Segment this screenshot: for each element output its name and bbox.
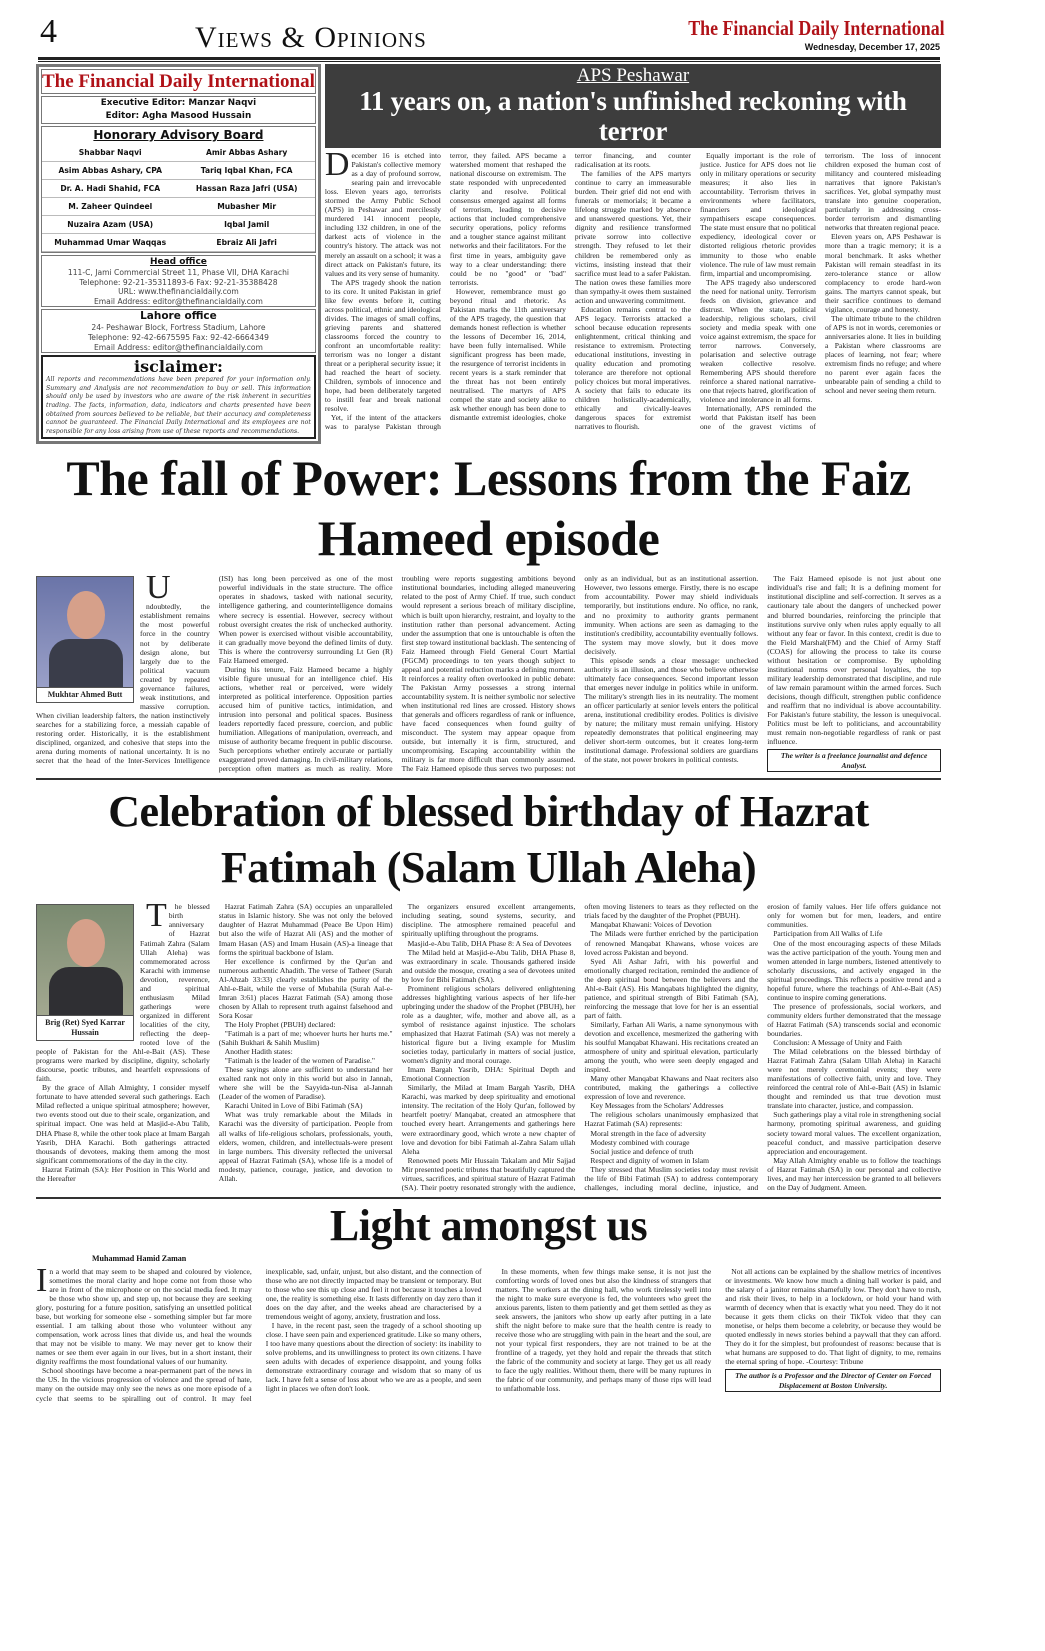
paragraph: Prominent religious scholars delivered enlightening addresses highlighting various aspects of her life-her upbringing under the shadow of the Prophet (PBUH), her role as a daughter, wife, mother and above all, as a symbol of resistance against injustice. The scholars emphasized that Hazrat Fatimah (SA) was not merely a historical figure but a living example for Muslim societies today, particularly in matters of social justice, women's dignity and moral courage. [401, 983, 576, 1066]
paragraph: Masjid-e-Abu Talib, DHA Phase 8: A Sea of Devotees [407, 938, 572, 948]
advisor-name: Muhammad Umar Waqqas [42, 234, 178, 252]
paragraph: However, remembrance must go beyond ritual and rhetoric. As Pakistan marks the 11th anniversary of the APS tragedy, the question that demands honest reflection is whether the lessons of December 16, 2014, have been fully internalised. While significant progress has been made, the resurgence of terrorist incidents in recent years is a stark reminder that the threat has not been entirely neutralised. The martyrs of APS compel the state and society alike to ask whether enough has been done to dismantle extremist ideologies, choke terror financing, and counter radicalisation at its roots. [449, 151, 691, 423]
advisors-list [42, 144, 315, 252]
masthead: The Financial Daily International [688, 16, 945, 40]
paragraph: December 16 is etched into Pakistan's collective memory as a day of profound sorrow, searing pain and irrevocable loss. Eleven years ago, terrorists stormed the Army Public School (APS) in Peshawar and mercilessly murdered 141 innocent people, including 132 children, in one of the darkest acts of violence in the country's history. The attack was not merely an assault on a school; it was a direct attack on Pakistan's future, its values and its very sense of humanity. [324, 146, 441, 278]
author-photo [36, 904, 134, 1041]
aps-article [325, 64, 941, 444]
address-line: URL: www.thefinancialdaily.com [118, 287, 239, 297]
paragraph: Education remains central to the APS legacy. Terrorists attacked a school because education represents enlightenment, critical thinking and resistance to extremism. Protecting educational institutions, investing in quality education and promoting tolerance are therefore not optional policy choices but moral imperatives. A society that fails to educate its children holistically-academically, ethically and civically-leaves dangerous spaces for extremist narratives to flourish. [574, 304, 691, 432]
paragraph: During his tenure, Faiz Hameed became a highly visible figure unusual for an intelligence chief. His actions, whether real or perceived, were widely interpreted as political interference. Opposition parties accused him of punitive tactics, intimidation, and intrusion into personal and political spaces. Business leaders reportedly faced pressure, coercion, and public humiliation. Allegations of manipulation, overreach, and misuse of authority became frequent in public discourse. Such perceptions whether entirely accurate or partially exaggerated proved damaging. In civil-military relations, perception often matters as much as reality. More troubling were reports suggesting ambitions beyond institutional boundaries, including alleged maneuvering related to the post of Army Chief. If true, such conduct would represent a serious breach of military discipline, which is built upon hierarchy, restraint, and loyalty to the institution rather than personal advancement. Acting under the assumption that one is untouchable is often the first step toward institutional backlash. The sentencing of Faiz Hameed through Field General Court Martial (FGCM) proceedings to ten years though subject to appeal and potential reduction marks a defining moment. It reinforces a reality often overlooked in public debate: The Pakistan Army possesses a strong internal accountability system. It is neither symbolic nor selective when institutional red lines are crossed. History shows that generals and officers regardless of rank or influence, have faced consequences when found guilty of misconduct. The system may appear opaque from outside, but internally it is firm, structured, and uncompromising. Escaping accountability within the military is far more difficult than commonly assumed. The Faiz Hameed episode thus serves two purposes: not only as an individual, but as an institutional assertion. However, two lessons emerge. Firstly, there is no escape from accountability. Power may shield individuals temporarily, but institutions endure. No office, no rank, and no proximity to authority grants permanent immunity. When actions are seen as damaging to the institution's credibility, accountability eventually follows. The system may move slowly, but it does move decisively. [218, 574, 759, 774]
sidebar-title: The Financial Daily International [42, 71, 315, 92]
paragraph: The Milads were further enriched by the participation of renowned Manqabat Khawans, whose voices are loved across Pakistan and beyond. [584, 929, 759, 957]
paragraph: Participation from All Walks of Life [773, 929, 883, 939]
author-caption: Mukhtar Ahmed Butt [37, 687, 133, 702]
paragraph: The APS tragedy shook the nation to its core. It united Pakistan in grief like few events before it, cutting across political, ethnic and ideological divides. The images of small coffins, grieving parents and shattered classrooms forced the country to confront an uncomfortable reality: terrorism was no longer a distant threat or a peripheral security issue; it had reached the heart of society. Children, symbols of innocence and hope, had been deliberately targeted to instill fear and break national resolve. [324, 277, 441, 414]
paragraph: Internationally, APS reminded the world that Pakistan itself has been one of the gravest victims of terrorism. The loss of innocent children exposed the human cost of militancy and countered misleading narratives that ignore Pakistan's sacrifices. Yet, global sympathy must translate into genuine cooperation, particularly in addressing cross-border terrorism and dismantling networks that threaten regional peace. [699, 151, 941, 432]
editors-box [41, 96, 316, 124]
paragraph: The Milad held at Masjid-e-Abu Talib, DHA Phase 8, was extraordinary in scale. Thousands gathered inside and outside the mosque, creating a sea of devotees united by love for Bibi Fatimah (SA). [401, 947, 576, 984]
paragraph: Undoubtedly, the establishment remains the most powerful force in the country not by deliberate design alone, but largely due to the political vacuum created by repeated governance failures, weak institutions, and massive corruption. When civilian leadership falters, the nation instinctively searches for a stabilizing force, a messiah capable of restoring order. Historically, it is the establishment disciplined, organized, and cohesive that steps into the arena during moments of national uncertainty. It is no secret that the head of the Inter-Services Intelligence (ISI) has long been perceived as one of the most powerful individuals in the state structure. The office operates in shadows, tasked with national security, intelligence gathering, and counterintelligence domains where secrecy is essential. However, secrecy without robust oversight creates the risk of unchecked authority. When power is exercised without visible accountability, it can gradually move beyond the defined limits of duty. This is where the controversy surrounding Lt Gen (R) Faiz Hameed emerged. [36, 569, 393, 766]
page-content [36, 64, 941, 1409]
paragraph: Yet, if the intent of the attackers was to paralyse Pakistan through terror, they failed. APS became a watershed moment that reshaped the national discourse on extremism. The state responded with unprecedented clarity and resolve. Political consensus emerged against all forms of terrorism, leading to decisive actions that included comprehensive security operations, policy reforms and a tougher stance against militant networks and their facilitators. For the first time in years, ambiguity gave way to a clear understanding: there could be no "good" or "bad" terrorists. [324, 151, 566, 432]
lahore-office-address [42, 323, 315, 352]
paragraph: What was truly remarkable about the Milads in Karachi was the diversity of participation. People from all walks of life-religious scholars, professionals, youth, elders, women, children, and intellectuals-were present in large numbers. This diversity reflected the universal appeal of Hazrat Fatimah (SA), whose life is a model of modesty, patience, courage, justice, and devotion to Allah. [218, 1110, 393, 1183]
advisor-name: Shabbar Naqvi [42, 144, 178, 162]
paragraph: Eleven years on, APS Peshawar is more than a tragic memory; it is a moral benchmark. It asks whether Pakistan will remain steadfast in its zero-tolerance stance or allow complacency to erode hard-won gains. The martyrs cannot speak, but their sacrifice continues to demand vigilance, courage and honesty. [824, 232, 941, 314]
paragraph: Hazrat Fatimah Zahra (SA) occupies an unparalleled status in Islamic history. She was not only the beloved daughter of Hazrat Muhammad (Peace Be Upon Him) but also the wife of Hazrat Ali (AS) and the mother of Imam Hasan (AS) and Imam Husain (AS)-a lineage that forms the spiritual backbone of Islam. [218, 902, 393, 957]
head-office-address [42, 268, 315, 306]
paragraph: Not all actions can be explained by the shallow metrics of incentives or investments. We know how much a dining hall worker is paid, and the salary of a janitor remains shamefully low. They don't have to rush, and risk their lives, to help in a lockdown, or hold your hand with warmth of decency when that is exactly what you need. They do it not because it gets them clicks on their TikTok video that they can monetise, or helps them become a celebrity, or because they would be quoted endlessly in news stories behind a paywall that they can afford. They do it for the simplest, but profoundest of reasons: because that is what humans are supposed to do. That light of dignity, to me, remains the eternal spring of hope. -Courtesy: Tribune [725, 1266, 941, 1367]
paragraph: The blessed birth anniversary of Hazrat Fatimah Zahra (Salam Ullah Aleha) was commemorated across Karachi with immense devotion, reverence, and spiritual enthusiasm Milad gatherings were organized in different localities of the city, reflecting the deep-rooted love of the people of Pakistan for the Ahl-e-Bait (AS). These programs were marked by discipline, dignity, scholarly discourse, poetic tributes, and heartfelt expressions of faith. [36, 897, 210, 1084]
light-article-body [36, 1261, 941, 1409]
editor: Editor: Agha Masood Hussain [105, 111, 252, 121]
celebration-headline: Celebration of blessed birthday of Hazrat Fatimah (Salam Ullah Aleha) [108, 787, 869, 893]
paragraph: School shootings have become a near-permanent part of the news in the US. In the vicious progression of violence and the spread of hate, many on the outside may only see the news as one more episode of a cycle that seems to be spiralling out of control. It may feel inexplicable, sad, unfair, unjust, but also distant, and the connection of those who are not directly impacted may be transient or temporary. But to those who see this up close and feel it not because it touches a loved one, the reality is something else. It lasts differently on day zero than it does on the day after, and the weeks ahead are characterised by a tremendous weight of agony, anxiety, frustration and loss. [36, 1266, 482, 1403]
paragraph: Such gatherings play a vital role in strengthening social harmony, promoting spiritual awareness, and guiding society toward moral values. The excellent organization, peaceful conduct, and massive participation deserve appreciation and encouragement. [767, 1110, 941, 1156]
paragraph: By the grace of Allah Almighty, I consider myself fortunate to have attended several such gatherings. Each Milad reflected a unique spiritual atmosphere; however, two events stood out due to their scale, organization, and spiritual impact. One was held at Masjid-e-Abu Talib, DHA Phase 8, while the other took place at Imam Bargah Yasrib, DHA Karachi. Both gatherings attracted thousands of devotees, making them among the most significant commemorations of the day in the city. [36, 1083, 210, 1165]
address-line: Email Address: editor@thefinancialdaily.com [93, 296, 263, 306]
celebration-article-body [36, 897, 941, 1192]
address-line: Email Address: editor@thefinancialdaily.com [93, 342, 263, 352]
paragraph: The ultimate tribute to the children of APS is not in words, ceremonies or anniversaries alone. It lies in building a Pakistan where classrooms are places of learning, not fear; where extremism finds no refuge; and where no parent ever again faces the unbearable pain of sending a child to school and never seeing them return. [824, 313, 941, 396]
advisor-name: Amir Abbas Ashary [178, 144, 314, 162]
paragraph: Respect and dignity of women in Islam [590, 1155, 710, 1165]
author-caption: Brig (Ret) Syed Karrar Hussain [37, 1015, 133, 1040]
paragraph: The Milad celebrations on the blessed birthday of Hazrat Fatimah Zahra (Salam Ullah Aleha) in Karachi were not merely ceremonial events; they were manifestations of collective faith, unity and love. They reinforced the central role of Ahl-e-Bait (AS) in Islamic thought and reminded us that true devotion must translate into character, justice, and compassion. [767, 1047, 941, 1111]
aps-kicker: APS Peshawar [576, 65, 690, 86]
light-headline: Light amongst us [329, 1200, 648, 1250]
paragraph: This episode sends a clear message: unchecked authority is an illusion, and those who believe otherwise ultimately face consequences. Second important lesson that emerges never indulge in politics while in uniform. The military's strength lies in its neutrality. The moment an officer particularly at senior levels enters the political arena, institutional credibility erodes. Politics is divisive by nature; the military must remain unifying. History repeatedly demonstrates that political engineering may deliver short-term outcomes, but it creates long-term institutional damage. Professional soldiers are guardians of the state, not power brokers in political contests. [584, 655, 759, 765]
light-author: Muhammad Hamid Zaman [92, 1253, 187, 1263]
author-photo [36, 576, 134, 703]
head-office [41, 255, 316, 307]
paragraph: Moral strength in the face of adversity [590, 1128, 707, 1138]
paragraph: "Fatimah is the leader of the women of Paradise." [224, 1056, 375, 1066]
paragraph: The Holy Prophet (PBUH) declared: [224, 1019, 336, 1029]
paragraph: Her excellence is confirmed by the Qur'an and numerous authentic Ahadith. The verse of Tatheer (Surah Al-Ahzab 33:33) clearly establishes the purity of the Ahl-e-Bait, while the verse of Mubahila (Surah Aal-e-Imran 3:61) places Hazrat Fatimah (SA) among those chosen by Allah to represent truth against falsehood and Sora Kosar [218, 956, 393, 1020]
paragraph: The organizers ensured excellent arrangements, including seating, sound systems, security, and discipline. The atmosphere remained peaceful and spiritually uplifting throughout the programs. [401, 902, 576, 939]
paragraph: Another Hadith states: [224, 1047, 293, 1057]
paragraph: May Allah Almighty enable us to follow the teachings of Hazrat Fatimah (SA) in our personal and collective lives, and may her intercession be granted to all believers on the Day of Judgment. Ameen. [767, 1155, 941, 1192]
paragraph: Key Messages from the Scholars' Addresses [590, 1101, 724, 1111]
section-title: Views & Opinions [195, 21, 427, 54]
paragraph: The presence of professionals, social workers, and community elders further demonstrated that the message of Hazrat Fatimah (SA) transcends social and economic boundaries. [767, 1001, 941, 1038]
disclaimer [41, 355, 316, 439]
paragraph: Similarly, Farhan Ali Waris, a name synonymous with devotion and excellence, mesmerized the gathering with his soulful Manqabat Khawani. His recitations created an atmosphere of unity and spiritual elevation, particularly among the youth, who were seen deeply engaged and inspired. [584, 1019, 759, 1075]
issue-date: Wednesday, December 17, 2025 [804, 42, 940, 52]
executive-editor: Executive Editor: Manzar Naqvi [100, 98, 257, 108]
paragraph: The families of the APS martyrs continue to carry an immeasurable burden. Their grief did not end with funerals or memorials; it became a lifelong struggle marked by absence and unanswered questions. Yet, their dignity and resilience transformed private sorrow into collective strength. They refused to let their children be remembered only as victims, insisting instead that their sacrifice must lead to a safer Pakistan. The nation owes these families more than sympathy-it owes them sustained action and unwavering commitment. [574, 169, 691, 305]
lahore-office [41, 309, 316, 353]
author-note: The author is a Professor and the Director of Center on Forced Displacement at Boston University. [725, 1369, 941, 1392]
paragraph: Karachi United in Love of Bibi Fatimah (SA) [224, 1101, 363, 1111]
paragraph: Social justice and defence of truth [590, 1146, 694, 1156]
paragraph: Imam Bargah Yasrib, DHA: Spiritual Depth and Emotional Connection [401, 1065, 576, 1084]
top-section [36, 64, 941, 444]
aps-headline: 11 years on, a nation's unfinished reckoning with terror [359, 86, 907, 146]
aps-article-body [324, 146, 941, 432]
address-line: Telephone: 92-21-35311893-6 Fax: 92-21-35388428 [79, 277, 278, 287]
address-line: 24- Peshawar Block, Fortress Stadium, Lahore [91, 323, 266, 333]
paragraph: Renowned poets Mir Hussain Takalam and Mir Sajjad Mir presented poetic tributes that beautifully captured the virtues, sacrifices, and spiritual stature of Hazrat Fatimah (SA). Their poetry resonated strongly with the audience, often moving listeners to tears as they reflected on the trials faced by the daughter of the Prophet (PBUH). [401, 902, 759, 1192]
paragraph: One of the most encouraging aspects of these Milads was the active participation of the youth. Young men and women attended in large numbers, listened attentively to scholarly discussions, and actively engaged in the spiritual proceedings. This reflects a positive trend and a hopeful future, where the teachings of Ahl-e-Bait (AS) continue to inspire coming generations. [767, 938, 941, 1002]
paragraph: In a world that may seem to be shaped and coloured by violence, sometimes the moral clarity and hope come not from those who are in front of the microphone or on the social media feed. It may be those who show up, and step up, not because they are seeking glory, posturing for a future position, satisfying an unsettled political base, but working for someone else - something simpler but far more essential. I am talking about those who volunteer without any compensation, work across lines that divide us, and heal the wounds that may not be visible to many. We may never get to know their names or see them ever again in our lives, but in a short instant, their dignity reaffirms the most foundational values of our humanity. [36, 1261, 252, 1367]
page-number: 4 [40, 13, 57, 50]
advisor-name: Dr. A. Hadi Shahid, FCA [42, 180, 178, 198]
fall-headline: The fall of Power: Lessons from the Faiz Hameed episode [66, 450, 911, 567]
lahore-office-heading: Lahore office [140, 310, 217, 323]
header-rule [38, 57, 940, 62]
paragraph: The Faiz Hameed episode is not just about one individual's rise and fall; It is a defining moment for institutional discipline and self-correction. It serves as a cautionary tale about the dangers of unchecked power and blurred boundaries, reinforcing the principle that institutions survive only when rules apply equally to all without any fear or favor. In this context, credit is due to the Field Marshal(FM) and the Chief of Army Staff (COAS) for allowing the process to take its course without hesitation or compromise. By upholding institutional norms over personal loyalties, the top military leadership demonstrated that discipline, and rule of law remain paramount within the armed forces. Such decisions, though difficult, strengthen public confidence and reaffirm that no individual is above accountability. For Pakistan's future stability, the lesson is unequivocal. Politics must be left to politicians, and accountability must remain non-negotiable regardless of rank or past influence. [767, 574, 941, 747]
paragraph: In these moments, when few things make sense, it is not just the comforting words of loved ones but also the kindness of strangers that matters. The workers at the dining hall, who work tirelessly well into the night to make sure everyone is fed, the volunteers who greet the anxious parents, listen to them patiently and get them settled as they as seek answers, the janitors who show up early after putting in a late shift the night before to make sure that the health centre is ready to receive those who are struggling with pain in the heart and the soul, are not your typical first responders, they are not trained to be at the frontline of a tragedy, yet they hold and repair the threads that stitch the fabric of the community and society at large. They get us all ready to face the ugly realities. Without them, there will be many ruptures in the fabric of our community, and perhaps many of those rips will lead to unfathomable loss. [495, 1266, 712, 1394]
paragraph: I have, in the recent past, seen the tragedy of a school shooting up close. I have seen pain and experienced gratitude. Like so many others, I too have many questions about the direction of society: its inability to solve problems, and its unwillingness to protect its own citizens. I have seen adults with decades of experience disappoint, and young folks demonstrate extraordinary courage and wisdom that so many of us lack. I have felt a sense of loss about who we are as a people, and seen light in places we often don't look. [265, 1321, 482, 1394]
paragraph: Similarly, the Milad at Imam Bargah Yasrib, DHA Karachi, was marked by deep spirituality and emotional intensity. The recitation of the Holy Qur'an, followed by heartfelt poetry/ Manqabat, created an atmosphere that touched every heart. Arrangements and gatherings here were extraordinary good, which wrote a new chapter of love and devotion for bibi Fatimah al-Zahra Salam ullah Aleha [401, 1083, 576, 1156]
head-office-heading: Head office [149, 257, 207, 267]
divider [36, 1197, 941, 1199]
paragraph: Syed Ali Ashar Jafri, with his powerful and emotionally charged recitation, reminded the audience of the deep spiritual bond between the believers and the Ahl-e-Bait (AS). His Manqabats highlighted the dignity, patience, and spiritual strength of Bibi Fatimah (SA), reinforcing the message that love for her is an essential part of faith. [584, 956, 759, 1020]
paragraph: "Fatimah is a part of me; whoever hurts her hurts me." (Sahih Bukhari & Sahih Muslim) [218, 1029, 393, 1048]
advisor-name: Nuzaira Azam (USA) [42, 216, 178, 234]
advisor-name: Asim Abbas Ashary, CPA [42, 162, 178, 180]
advisor-name: Ebraiz Ali Jafri [178, 234, 314, 252]
disclaimer-text: All reports and recommendations have been prepared for your information only. Summary and Analysis are not recommendation to buy or sell. This information should only be used by investors who are aware of the risk inherent in securities trading. The facts, information, data, indicators and charts presented have been obtained from sources believed to be reliable, but their accuracy and completeness cannot be guaranteed. The Financial Daily International and its employees are not responsible for any loss arising from use of these reports and recommendations. [46, 376, 311, 435]
paragraph: The APS tragedy also underscored the need for national unity. Terrorism feeds on division, grievance and distrust. When the state, political leadership, religious scholars, civil society and media speak with one voice against extremism, the space for terror narrows. Conversely, polarisation and selective outrage weaken collective resolve. Remembering APS should therefore reinforce a shared national narrative-one that rejects hatred, glorification of violence and intolerance in all forms. [699, 277, 816, 405]
address-line: Telephone: 92-42-6675595 Fax: 92-42-6664349 [87, 332, 269, 342]
advisor-name: Iqbal Jamil [178, 216, 314, 234]
paragraph: Hazrat Fatimah (SA): Her Position in This World and the Hereafter [36, 1164, 210, 1183]
paragraph: Conclusion: A Message of Unity and Faith [773, 1038, 902, 1048]
disclaimer-title: isclaimer: [134, 357, 223, 377]
page-header [0, 0, 1045, 64]
paragraph: Many other Manqabat Khawans and Naat reciters also contributed, making the gatherings a collective expression of love and reverence. [584, 1074, 759, 1102]
advisor-name: Hassan Raza Jafri (USA) [178, 180, 314, 198]
fall-article-body [36, 569, 941, 774]
advisory-heading: Honorary Advisory Board [93, 128, 264, 142]
advisor-name: M. Zaheer Quindeel [42, 198, 178, 216]
advisor-name: Mubasher Mir [178, 198, 314, 216]
paragraph: These sayings alone are sufficient to understand her exalted rank not only in this world but also in Jannah, where she will be the Sayyida-tun-Nisa al-Jannah (Leader of the women of Paradise). [218, 1065, 393, 1102]
paragraph: Modesty combined with courage [590, 1137, 690, 1147]
author-note: The writer is a freelance journalist and defence Analyst. [767, 749, 941, 772]
editorial-sidebar [36, 64, 321, 444]
paragraph: The religious scholars unanimously emphasized that Hazrat Fatimah (SA) represents: [584, 1110, 759, 1129]
advisor-name: Tariq Iqbal Khan, FCA [178, 162, 314, 180]
paragraph: Equally important is the role of justice. Justice for APS does not lie only in military operations or security measures; it also lies in accountability. Terrorism thrives in environments where facilitators, financiers and ideological sympathisers escape consequences. The state must ensure that no political expediency, ideological cover or distorted religious rhetoric provides immunity to those who enable violence. The rule of law must remain firm, impartial and uncompromising. [699, 151, 816, 278]
address-line: 111-C, Jami Commercial Street 11, Phase VII, DHA Karachi [67, 268, 289, 277]
aps-headline-band [325, 64, 941, 148]
advisory-board [41, 126, 316, 253]
paragraph: They stressed that Muslim societies today must revisit the life of Bibi Fatimah (SA) to address contemporary challenges, including moral decline, injustice, and erosion of family values. Her life offers guidance not only for women but for men, leaders, and entire communities. [584, 902, 941, 1192]
divider [36, 778, 941, 780]
paragraph: Manqabat Khawani: Voices of Devotion [590, 920, 712, 930]
